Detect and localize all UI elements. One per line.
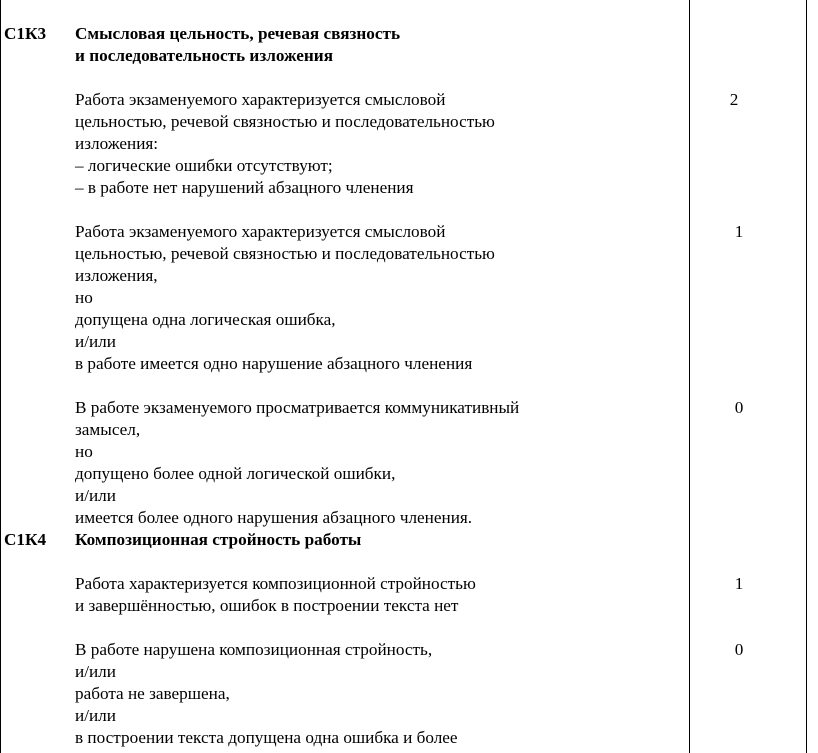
- criterion-text-line: – логические ошибки отсутствуют;: [75, 156, 333, 175]
- criterion-text-line: цельностью, речевой связностью и последовательностью: [75, 244, 495, 263]
- criterion-text-line: и/или: [75, 662, 116, 681]
- criterion-text-line: Работа характеризуется композиционной стройностью: [75, 574, 476, 593]
- criterion-text-line: изложения,: [75, 266, 158, 285]
- score-value: 0: [734, 398, 744, 417]
- criterion-text-line: замысел,: [75, 420, 141, 439]
- criterion-text-line: но: [75, 442, 93, 461]
- criterion-text-line: изложения:: [75, 134, 159, 153]
- score-value: 0: [734, 640, 744, 659]
- criterion-text-line: и/или: [75, 706, 116, 725]
- table-border-right: [806, 0, 807, 753]
- criterion-text-line: и/или: [75, 486, 116, 505]
- criterion-title-line: Композиционная стройность работы: [75, 530, 362, 549]
- criterion-text-line: В работе экзаменуемого просматривается коммуникативный: [75, 398, 520, 417]
- score-value: 1: [734, 574, 744, 593]
- criterion-text-line: имеется более одного нарушения абзацного членения.: [75, 508, 473, 527]
- table-border-score-column: [689, 0, 690, 753]
- criterion-text-line: и/или: [75, 332, 116, 351]
- criterion-text-line: В работе нарушена композиционная стройность,: [75, 640, 433, 659]
- criterion-text-line: допущена одна логическая ошибка,: [75, 310, 336, 329]
- criterion-text-line: и завершённостью, ошибок в построении текста нет: [75, 596, 459, 615]
- criterion-title-line: Смысловая цельность, речевая связность: [75, 24, 401, 43]
- table-border-left: [0, 0, 1, 753]
- criterion-title-line: и последовательность изложения: [75, 46, 334, 65]
- criterion-text-line: цельностью, речевой связностью и последовательностью: [75, 112, 495, 131]
- criterion-text-line: работа не завершена,: [75, 684, 230, 703]
- criterion-code: С1К4: [4, 530, 47, 549]
- criterion-text-line: в построении текста допущена одна ошибка и более: [75, 728, 458, 747]
- criterion-text-line: Работа экзаменуемого характеризуется смысловой: [75, 90, 446, 109]
- score-value: 1: [734, 222, 744, 241]
- criterion-text-line: но: [75, 288, 93, 307]
- criterion-code: С1К3: [4, 24, 47, 43]
- criterion-text-line: – в работе нет нарушений абзацного членения: [75, 178, 414, 197]
- criterion-text-line: Работа экзаменуемого характеризуется смысловой: [75, 222, 446, 241]
- criterion-text-line: допущено более одной логической ошибки,: [75, 464, 396, 483]
- criterion-text-line: в работе имеется одно нарушение абзацного членения: [75, 354, 473, 373]
- score-value: 2: [729, 90, 739, 109]
